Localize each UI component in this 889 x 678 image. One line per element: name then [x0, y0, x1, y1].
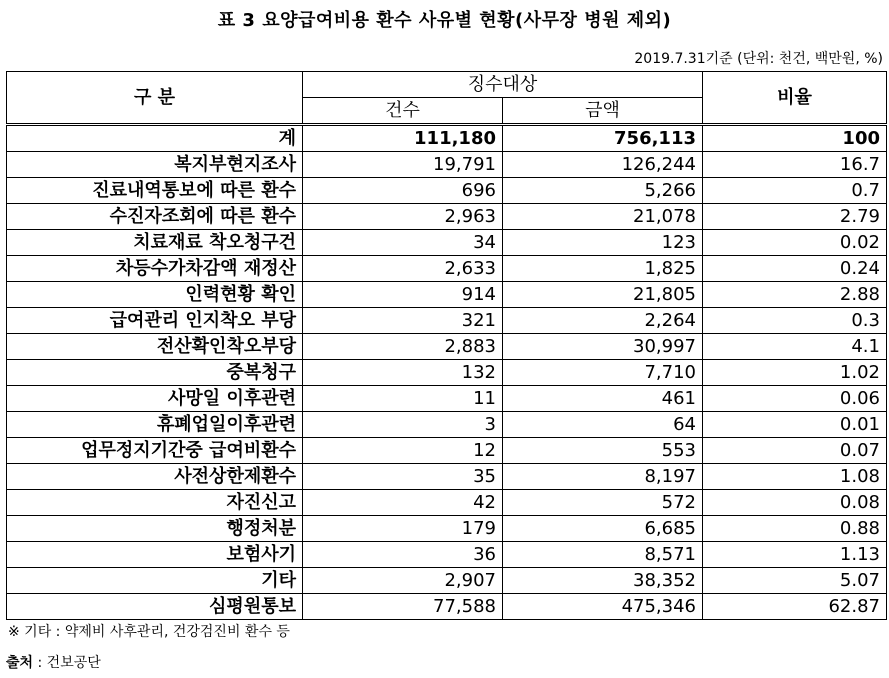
row-ratio: 4.1 [703, 334, 887, 360]
table-row [7, 256, 887, 282]
row-count: 2,883 [303, 334, 503, 360]
source-text: : 건보공단 [33, 655, 101, 671]
row-label: 사망일 이후관련 [7, 386, 303, 412]
row-label: 심평원통보 [7, 594, 303, 620]
table-body [7, 72, 887, 620]
row-amount: 21,078 [503, 204, 703, 230]
row-amount: 5,266 [503, 178, 703, 204]
row-label: 사전상한제환수 [7, 464, 303, 490]
row-count: 12 [303, 438, 503, 464]
row-ratio: 0.7 [703, 178, 887, 204]
row-label: 인력현황 확인 [7, 282, 303, 308]
row-ratio: 0.88 [703, 516, 887, 542]
row-ratio: 62.87 [703, 594, 887, 620]
row-label: 진료내역통보에 따른 환수 [7, 178, 303, 204]
row-count: 696 [303, 178, 503, 204]
row-amount: 7,710 [503, 360, 703, 386]
row-amount: 8,571 [503, 542, 703, 568]
row-label: 수진자조회에 따른 환수 [7, 204, 303, 230]
total-label: 계 [7, 125, 303, 152]
row-ratio: 0.08 [703, 490, 887, 516]
row-ratio: 16.7 [703, 152, 887, 178]
row-amount: 8,197 [503, 464, 703, 490]
row-count: 179 [303, 516, 503, 542]
row-count: 914 [303, 282, 503, 308]
row-amount: 1,825 [503, 256, 703, 282]
table-row [7, 152, 887, 178]
row-label: 자진신고 [7, 490, 303, 516]
row-count: 2,633 [303, 256, 503, 282]
source-note [6, 652, 101, 672]
row-label: 보험사기 [7, 542, 303, 568]
row-count: 321 [303, 308, 503, 334]
row-count: 35 [303, 464, 503, 490]
table-row [7, 542, 887, 568]
row-label: 급여관리 인지착오 부당 [7, 308, 303, 334]
total-count: 111,180 [303, 125, 503, 152]
table-row [7, 360, 887, 386]
header-ratio: 비율 [703, 72, 887, 125]
total-ratio: 100 [703, 125, 887, 152]
row-ratio: 0.3 [703, 308, 887, 334]
row-count: 11 [303, 386, 503, 412]
row-ratio: 2.79 [703, 204, 887, 230]
table-row [7, 594, 887, 620]
row-amount: 30,997 [503, 334, 703, 360]
table-row [7, 438, 887, 464]
table-title: 표 3 요양급여비용 환수 사유별 현황(사무장 병원 제외) [217, 10, 672, 31]
row-count: 132 [303, 360, 503, 386]
row-ratio: 0.06 [703, 386, 887, 412]
row-amount: 6,685 [503, 516, 703, 542]
row-count: 2,963 [303, 204, 503, 230]
table-row [7, 516, 887, 542]
row-count: 19,791 [303, 152, 503, 178]
row-count: 77,588 [303, 594, 503, 620]
total-row [7, 125, 887, 152]
header-count: 건수 [303, 98, 503, 125]
row-ratio: 2.88 [703, 282, 887, 308]
row-amount: 38,352 [503, 568, 703, 594]
row-amount: 123 [503, 230, 703, 256]
table-row [7, 464, 887, 490]
unit-note: 2019.7.31기준 (단위: 천건, 백만원, %) [634, 51, 883, 67]
total-amount: 756,113 [503, 125, 703, 152]
row-amount: 2,264 [503, 308, 703, 334]
row-ratio: 0.07 [703, 438, 887, 464]
row-label: 행정처분 [7, 516, 303, 542]
header-group: 징수대상 [303, 72, 703, 98]
row-amount: 126,244 [503, 152, 703, 178]
header-amount: 금액 [503, 98, 703, 125]
row-count: 36 [303, 542, 503, 568]
table-row [7, 568, 887, 594]
table-row [7, 204, 887, 230]
row-ratio: 0.01 [703, 412, 887, 438]
row-label: 복지부현지조사 [7, 152, 303, 178]
row-label: 중복청구 [7, 360, 303, 386]
row-amount: 21,805 [503, 282, 703, 308]
table-row [7, 178, 887, 204]
row-amount: 64 [503, 412, 703, 438]
header-category: 구 분 [7, 72, 303, 125]
row-count: 3 [303, 412, 503, 438]
row-count: 2,907 [303, 568, 503, 594]
table-row [7, 412, 887, 438]
table-row [7, 230, 887, 256]
row-ratio: 1.02 [703, 360, 887, 386]
refund-table [6, 71, 887, 620]
row-label: 치료재료 착오청구건 [7, 230, 303, 256]
table-row [7, 308, 887, 334]
row-ratio: 1.08 [703, 464, 887, 490]
row-label: 업무정지기간중 급여비환수 [7, 438, 303, 464]
row-amount: 572 [503, 490, 703, 516]
row-amount: 461 [503, 386, 703, 412]
table-row [7, 334, 887, 360]
table-row [7, 490, 887, 516]
row-amount: 553 [503, 438, 703, 464]
row-label: 기타 [7, 568, 303, 594]
row-count: 42 [303, 490, 503, 516]
row-count: 34 [303, 230, 503, 256]
source-label: 출처 [6, 655, 34, 671]
row-label: 차등수가차감액 재정산 [7, 256, 303, 282]
row-ratio: 5.07 [703, 568, 887, 594]
row-ratio: 0.02 [703, 230, 887, 256]
row-ratio: 0.24 [703, 256, 887, 282]
row-ratio: 1.13 [703, 542, 887, 568]
row-amount: 475,346 [503, 594, 703, 620]
row-label: 휴폐업일이후관련 [7, 412, 303, 438]
table-row [7, 282, 887, 308]
footnote: ※ 기타 : 약제비 사후관리, 건강검진비 환수 등 [8, 624, 290, 640]
row-label: 전산확인착오부당 [7, 334, 303, 360]
table-row [7, 386, 887, 412]
header-row-top [7, 72, 887, 98]
